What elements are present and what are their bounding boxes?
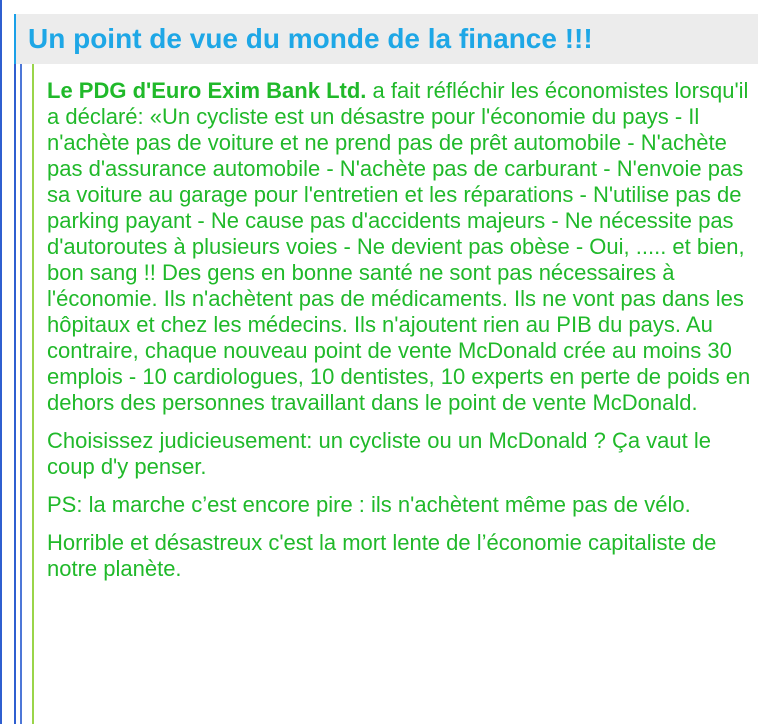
paragraph-1-text: a fait réfléchir les économistes lorsqu'il a déclaré: «Un cycliste est un désastre pour l'économie du pays - Il n'achète pas de voiture et ne prend pas de prêt automobile - N'achète pas d'assurance automobile - N'achète pas de carburant - N'envoie pas sa voiture au garage pour l'entretien et les réparations - N'utilise pas de parking payant - Ne cause pas d'accidents majeurs - Ne nécessite pas d'autoroutes à plusieurs voies - Ne devient pas obèse - Oui, ..... et bien, bon sang !! Des gens en bonne santé ne sont pas nécessaires à l'économie. Ils n'achètent pas de médicaments. Ils ne vont pas dans les hôpitaux et chez les médecins. Ils n'ajoutent rien au PIB du pays. Au contraire, chaque nouveau point de vente McDonald crée au moins 30 emplois - 10 cardiologues, 10 dentistes, 10 experts en perte de poids en dehors des personnes travaillant dans le point de vente McDonald. [47,78,751,415]
article-body [47,78,759,594]
paragraph-3: PS: la marche c’est encore pire : ils n'achètent même pas de vélo. [47,492,691,517]
page-title: Un point de vue du monde de la finance !!! [28,23,593,54]
paragraph-1 [47,78,759,416]
quote-rule-middle [20,64,22,724]
outer-left-rule [0,0,2,724]
paragraph-1-bold: Le PDG d'Euro Exim Bank Ltd. [47,78,367,103]
paragraph-4: Horrible et désastreux c'est la mort lente de l’économie capitaliste de notre planète. [47,530,717,581]
quote-rule-outer [14,64,16,724]
paragraph-2: Choisissez judicieusement: un cycliste ou un McDonald ? Ça vaut le coup d'y penser. [47,428,711,479]
quote-rule-inner [32,64,34,724]
title-bar [14,14,758,64]
